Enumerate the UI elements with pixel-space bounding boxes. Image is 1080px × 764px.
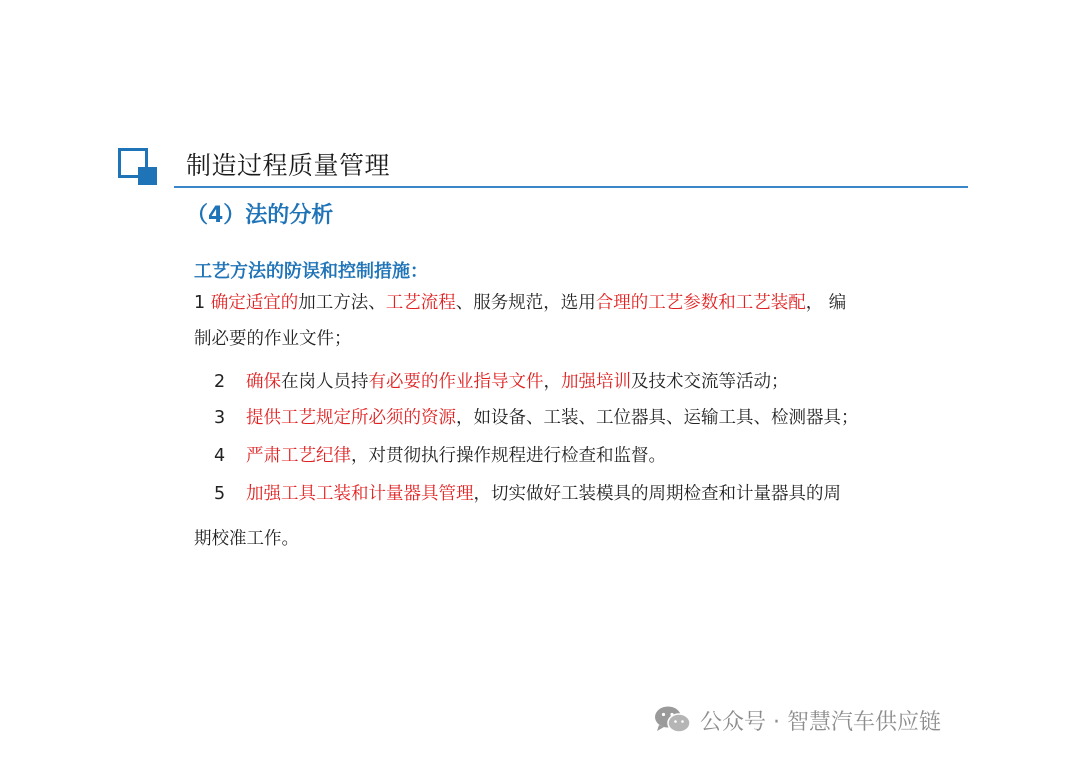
highlight-text: 加强工具工装和计量器具管理 [246,484,474,504]
highlight-text: 确定适宜的 [210,293,299,313]
body-text: ， [543,372,561,392]
highlight-text: 提供工艺规定所必须的资源 [246,408,456,428]
item-number: 1 [194,293,211,313]
page-title: 制造过程质量管理 [186,151,391,180]
watermark [654,700,941,740]
item-3-line [214,406,859,430]
body-text: 及技术交流等活动； [631,372,789,392]
item-5-continuation: 期校准工作。 [194,529,299,549]
item-1-continuation: 制必要的作业文件； [194,329,352,349]
section-title: （4）法的分析 [186,203,334,228]
item-2-line [214,370,789,394]
item-number: 2 [214,372,226,392]
body-text: ，对贯彻执行操作规程进行检查和监督。 [351,446,666,466]
body-text: 、服务规范，选用 [455,293,596,313]
highlight-text: 工艺流程 [385,293,456,313]
title-divider [174,186,968,188]
body-text: 在岗人员持 [281,372,369,392]
content-heading: 工艺方法的防误和控制措施： [194,261,428,282]
watermark-text: 公众号 · 智慧汽车供应链 [700,709,941,735]
logo-inner-square [138,167,157,185]
body-text: ，切实做好工装模具的周期检查和计量器具的周 [473,484,841,504]
item-1-line [194,291,846,315]
wechat-icon [654,705,692,735]
highlight-text: 合理的工艺参数和工艺装配 [595,293,806,313]
highlight-text: 确保 [246,372,281,392]
item-number: 3 [214,408,226,428]
highlight-text: 严肃工艺纪律 [246,446,351,466]
item-number: 5 [214,484,226,504]
section-logo-icon [118,148,158,186]
body-text: ，如设备、工装、工位器具、运输工具、检测器具； [456,408,859,428]
item-4-line [214,444,666,468]
highlight-text: 加强培训 [561,372,631,392]
highlight-text: 有必要的作业指导文件 [368,372,544,392]
item-number: 4 [214,446,226,466]
body-text: ， 编 [805,293,847,313]
body-text: 加工方法、 [298,293,386,313]
item-5-line [214,482,841,506]
